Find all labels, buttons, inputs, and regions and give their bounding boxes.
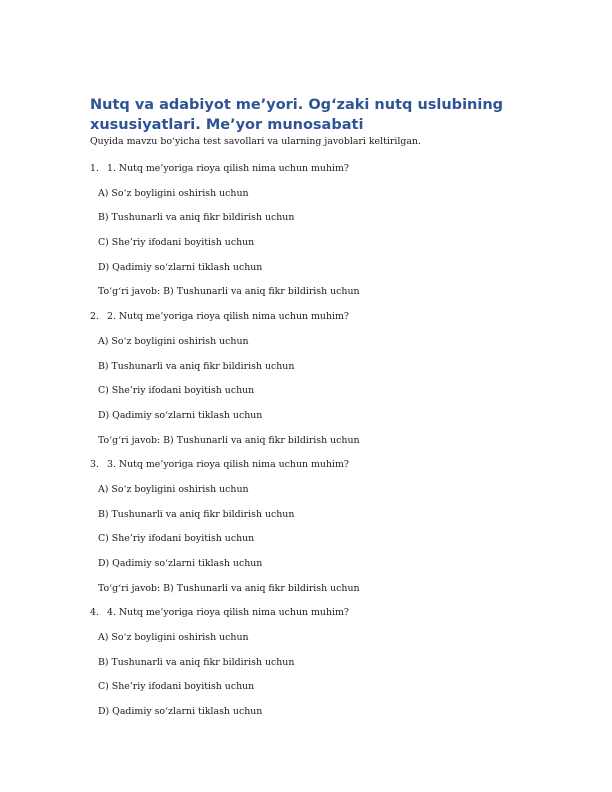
correct-answer: To‘g‘ri javob: B) Tushunarli va aniq fikr bildirish uchun [98, 286, 360, 298]
question-text: 2. Nutq me’yoriga rioya qilish nima uchun muhim? [107, 311, 349, 323]
question-item [90, 607, 530, 730]
correct-answer: To‘g‘ri javob: B) Tushunarli va aniq fikr bildirish uchun [98, 582, 360, 594]
option-d: D) Qadimiy so‘zlarni tiklash uchun [98, 261, 263, 273]
option-c: C) She’riy ifodani boyitish uchun [98, 237, 255, 249]
question-number: 3. [90, 459, 99, 471]
option-c: C) She’riy ifodani boyitish uchun [98, 385, 255, 397]
option-d: D) Qadimiy so‘zlarni tiklash uchun [98, 706, 263, 718]
option-a: A) So‘z boyligini oshirish uchun [98, 187, 249, 199]
option-b: B) Tushunarli va aniq fikr bildirish uchun [98, 656, 295, 668]
option-b: B) Tushunarli va aniq fikr bildirish uchun [98, 360, 295, 372]
option-a: A) So‘z boyligini oshirish uchun [98, 483, 249, 495]
option-d: D) Qadimiy so‘zlarni tiklash uchun [98, 558, 263, 569]
question-number: 2. [90, 311, 99, 323]
option-a: A) So‘z boyligini oshirish uchun [98, 632, 249, 644]
option-c: C) She’riy ifodani boyitish uchun [98, 533, 255, 545]
option-d: D) Qadimiy so‘zlarni tiklash uchun [98, 409, 263, 421]
question-text: 1. Nutq me’yoriga rioya qilish nima uchun muhim? [107, 163, 349, 174]
question-text: 4. Nutq me’yoriga rioya qilish nima uchun muhim? [107, 607, 349, 619]
question-number: 4. [90, 607, 99, 619]
intro-text: Quyida mavzu bo‘yicha test savollari va ularning javoblari keltirilgan. [90, 136, 421, 147]
correct-answer: To‘g‘ri javob: B) Tushunarli va aniq fikr bildirish uchun [98, 434, 360, 446]
question-line [90, 311, 530, 336]
question-text: 3. Nutq me’yoriga rioya qilish nima uchun muhim? [107, 459, 349, 471]
question-number: 1. [90, 163, 99, 174]
option-a: A) So‘z boyligini oshirish uchun [98, 335, 249, 347]
option-c: C) She’riy ifodani boyitish uchun [98, 681, 255, 693]
document-title: Nutq va adabiyot me’yori. Og‘zaki nutq uslubining xususiyatlari. Me’yor munosabati [90, 97, 504, 133]
option-b: B) Tushunarli va aniq fikr bildirish uchun [98, 212, 295, 224]
question-line [90, 607, 530, 632]
question-item [90, 163, 530, 311]
question-item [90, 459, 530, 607]
question-item [90, 311, 530, 459]
question-line [90, 163, 530, 188]
option-b: B) Tushunarli va aniq fikr bildirish uchun [98, 508, 295, 520]
question-list [90, 163, 530, 731]
question-line [90, 459, 530, 484]
